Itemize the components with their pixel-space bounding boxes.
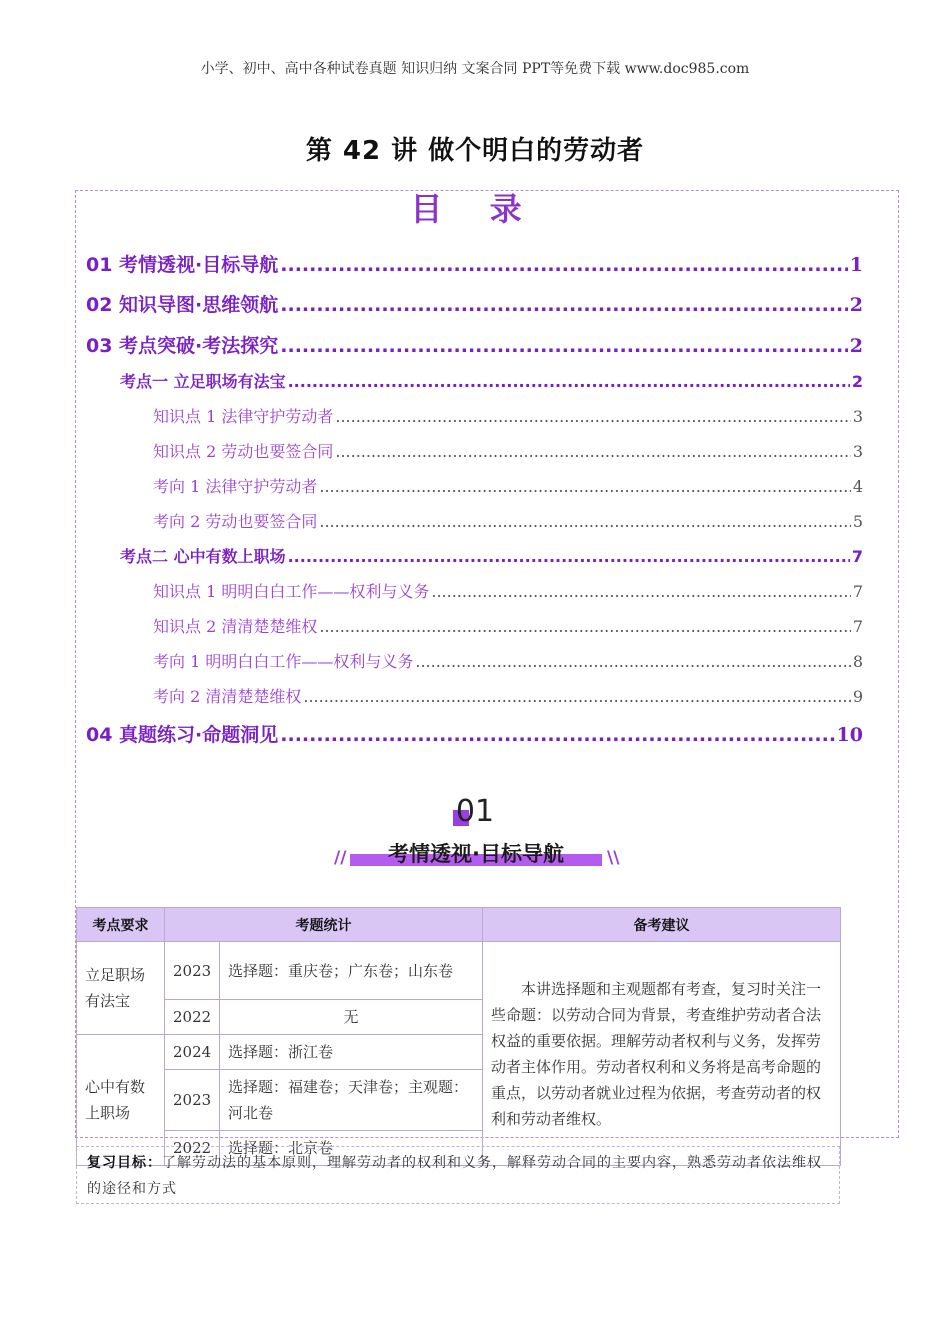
toc-entry[interactable] xyxy=(153,474,863,497)
toc-heading: 目 录 xyxy=(410,190,540,228)
toc-entry-page: 5 xyxy=(852,512,863,531)
toc-entry[interactable] xyxy=(120,369,863,392)
review-goal-label: 复习目标： xyxy=(87,1155,162,1171)
toc-entry-label: 01 考情透视·目标导航 xyxy=(86,254,279,276)
toc-entry-page: 1 xyxy=(849,254,863,276)
toc-entry[interactable] xyxy=(86,720,863,747)
toc-leader xyxy=(280,254,847,276)
toc-leader xyxy=(280,335,847,357)
toc-entry[interactable] xyxy=(153,509,863,532)
toc-entry[interactable] xyxy=(153,404,863,427)
section-banner xyxy=(350,838,602,868)
advice-cell: 本讲选择题和主观题都有考查，复习时关注一些命题：以劳动合同为背景，考查维护劳动者合法权益的重要依据。理解劳动者权利与义务，发挥劳动者主体作用。劳动者权利和义务将是高考命题的重点，以劳动者就业过程为依据，考查劳动者的权利和劳动者维权。 xyxy=(483,942,841,1166)
section-number: 01 xyxy=(455,794,495,829)
toc-entry[interactable] xyxy=(86,331,863,358)
content-cell: 选择题：北京卷 xyxy=(220,1131,483,1166)
toc-entry-page: 7 xyxy=(852,582,863,601)
toc-entry-page: 10 xyxy=(836,724,863,746)
toc-entry-label: 04 真题练习·命题洞见 xyxy=(86,724,279,746)
topic-cell: 心中有数上职场 xyxy=(77,1035,165,1166)
toc-leader xyxy=(319,512,850,531)
page-header: 小学、初中、高中各种试卷真题 知识归纳 文案合同 PPT等免费下载 www.doc985.com xyxy=(200,61,750,77)
review-goal-box xyxy=(76,1146,840,1204)
toc-entry-page: 7 xyxy=(851,547,863,566)
review-goal-text: 了解劳动法的基本原则，理解劳动者的权利和义务，解释劳动合同的主要内容，熟悉劳动者依法维权的途径和方式 xyxy=(87,1155,822,1197)
table-header: 考题统计 xyxy=(165,908,483,942)
toc-leader xyxy=(335,442,850,461)
toc-leader xyxy=(303,687,850,706)
toc-leader xyxy=(415,652,850,671)
toc-entry-page: 3 xyxy=(852,407,863,426)
toc-leader xyxy=(431,582,850,601)
toc-entry[interactable] xyxy=(86,290,863,317)
toc-leader xyxy=(288,547,850,566)
toc-entry[interactable] xyxy=(153,614,863,637)
table-row xyxy=(77,942,841,1000)
slash-left-decor: // xyxy=(334,848,347,868)
table-header: 备考建议 xyxy=(483,908,841,942)
toc-entry-page: 3 xyxy=(852,442,863,461)
toc-entry-label: 考点二 心中有数上职场 xyxy=(120,547,286,566)
toc-entry-page: 2 xyxy=(849,294,863,316)
toc-entry-page: 7 xyxy=(852,617,863,636)
toc-leader xyxy=(280,294,847,316)
content-cell: 选择题：浙江卷 xyxy=(220,1035,483,1070)
toc-entry-label: 考向 1 法律守护劳动者 xyxy=(153,477,318,496)
toc-entry[interactable] xyxy=(153,579,863,602)
exam-table xyxy=(76,907,841,1166)
year-cell: 2022 xyxy=(165,1131,220,1166)
toc-entry-page: 8 xyxy=(852,652,863,671)
toc-entry-page: 4 xyxy=(852,477,863,496)
toc-entry-label: 考点一 立足职场有法宝 xyxy=(120,372,286,391)
toc-entry[interactable] xyxy=(153,439,863,462)
toc-entry-label: 知识点 2 劳动也要签合同 xyxy=(153,442,334,461)
slash-right-decor: \\ xyxy=(607,848,620,868)
toc-leader xyxy=(319,477,850,496)
year-cell: 2023 xyxy=(165,1070,220,1131)
toc-entry-page: 2 xyxy=(849,335,863,357)
toc-leader xyxy=(319,617,850,636)
table-header-row xyxy=(77,908,841,942)
year-cell: 2024 xyxy=(165,1035,220,1070)
content-cell: 选择题：福建卷；天津卷；主观题：河北卷 xyxy=(220,1070,483,1131)
toc-entry[interactable] xyxy=(153,684,863,707)
toc-leader xyxy=(288,372,850,391)
document-title: 第 42 讲 做个明白的劳动者 xyxy=(305,136,645,166)
toc-leader xyxy=(280,724,834,746)
content-cell: 无 xyxy=(220,1000,483,1035)
content-cell: 选择题：重庆卷；广东卷；山东卷 xyxy=(220,942,483,1000)
topic-cell: 立足职场有法宝 xyxy=(77,942,165,1035)
toc-entry-page: 2 xyxy=(851,372,863,391)
toc-entry[interactable] xyxy=(86,250,863,277)
toc-entry-label: 知识点 2 清清楚楚维权 xyxy=(153,617,318,636)
toc-entry-label: 考向 2 劳动也要签合同 xyxy=(153,512,318,531)
toc-entry-label: 03 考点突破·考法探究 xyxy=(86,335,279,357)
table-header: 考点要求 xyxy=(77,908,165,942)
toc-entry-label: 02 知识导图·思维领航 xyxy=(86,294,279,316)
year-cell: 2023 xyxy=(165,942,220,1000)
toc-entry-label: 考向 2 清清楚楚维权 xyxy=(153,687,302,706)
year-cell: 2022 xyxy=(165,1000,220,1035)
toc-entry-label: 考向 1 明明白白工作——权利与义务 xyxy=(153,652,414,671)
toc-entry[interactable] xyxy=(120,544,863,567)
section-title: 考情透视·目标导航 xyxy=(388,842,564,866)
toc-leader xyxy=(335,407,850,426)
toc-entry-page: 9 xyxy=(852,687,863,706)
toc-entry-label: 知识点 1 法律守护劳动者 xyxy=(153,407,334,426)
toc-entry[interactable] xyxy=(153,649,863,672)
toc-entry-label: 知识点 1 明明白白工作——权利与义务 xyxy=(153,582,430,601)
